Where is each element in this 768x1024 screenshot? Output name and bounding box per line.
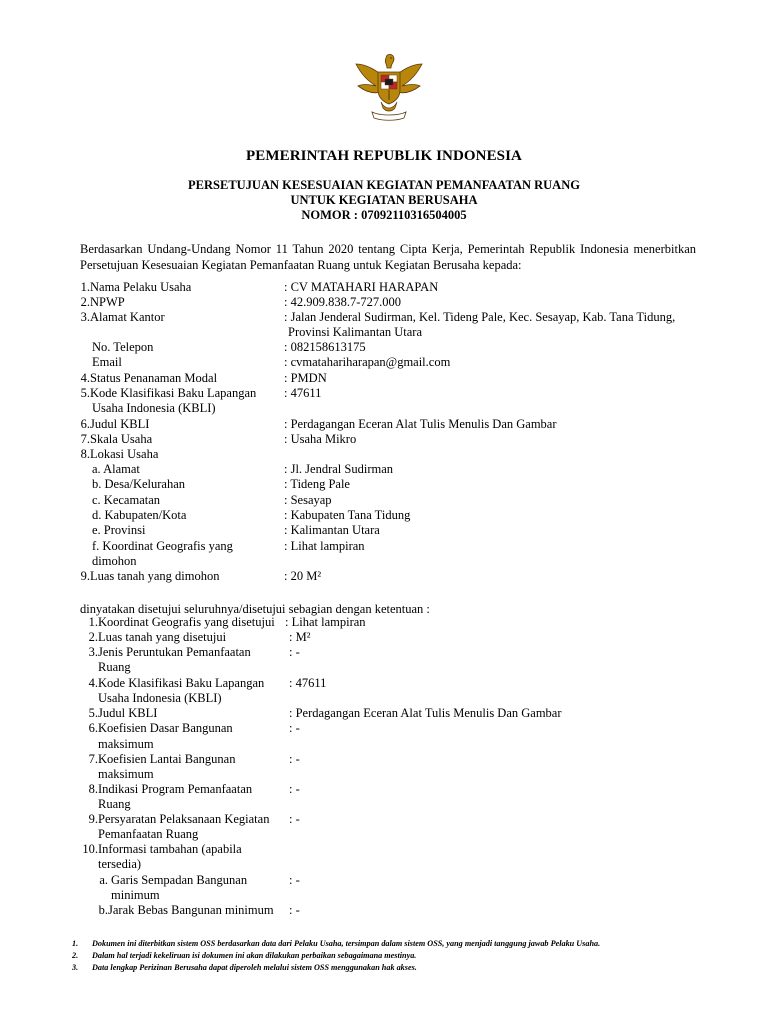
row-value: : 42.909.838.7-727.000 [284, 295, 402, 309]
row-number: 6. [88, 721, 98, 735]
row-label: Indikasi Program Pemanfaatan [98, 782, 253, 796]
row-value: : Lihat lampiran [284, 539, 365, 553]
row-label: Skala Usaha [90, 432, 153, 446]
row-number: b. [98, 903, 108, 917]
row-label: No. Telepon [92, 340, 154, 354]
document-title: PEMERINTAH REPUBLIK INDONESIA [246, 148, 522, 164]
row-label: Persyaratan Pelaksanaan Kegiatan [98, 812, 270, 826]
row-value: : Perdagangan Eceran Alat Tulis Menulis Dan Gambar [284, 417, 557, 431]
row-label: e. Provinsi [92, 523, 146, 537]
document-subtitle-line2: UNTUK KEGIATAN BERUSAHA [290, 193, 478, 207]
row-value: : - [289, 873, 300, 887]
row-value: : - [289, 782, 300, 796]
row-number: 2. [88, 630, 98, 644]
row-label-continuation: Usaha Indonesia (KBLI) [98, 691, 222, 705]
row-value: : - [289, 752, 300, 766]
row-label: Judul KBLI [98, 706, 158, 720]
document-number: NOMOR : 07092110316504005 [301, 208, 467, 222]
row-value: : 47611 [289, 676, 327, 690]
row-number: 1. [88, 615, 98, 629]
row-label-continuation: Ruang [98, 660, 131, 674]
row-value: : CV MATAHARI HARAPAN [284, 280, 439, 294]
row-value: : - [289, 812, 300, 826]
row-label: Nama Pelaku Usaha [90, 280, 192, 294]
row-label: b. Desa/Kelurahan [92, 477, 186, 491]
row-label: Alamat Kantor [90, 310, 165, 324]
row-number: a. [99, 873, 108, 887]
row-value: : 47611 [284, 386, 322, 400]
row-label-continuation: Usaha Indonesia (KBLI) [92, 401, 216, 415]
footnote-number: 2. [72, 951, 79, 960]
row-label-continuation: maksimum [98, 737, 154, 751]
document-subtitle-line1: PERSETUJUAN KESESUAIAN KEGIATAN PEMANFAATAN RUANG [188, 178, 580, 192]
row-label: Jarak Bebas Bangunan minimum [108, 903, 274, 917]
row-label: Jenis Peruntukan Pemanfaatan [98, 645, 251, 659]
row-label: Garis Sempadan Bangunan [111, 873, 248, 887]
row-value: : - [289, 645, 300, 659]
row-label: Kode Klasifikasi Baku Lapangan [90, 386, 257, 400]
intro-paragraph: Berdasarkan Undang-Undang Nomor 11 Tahun 2020 tentang Cipta Kerja, Pemerintah Republik Indonesia menerbitkan Persetujuan Kesesuaian Kegiatan Pemanfaatan Ruang untuk Kegiatan Berusaha kepada: [80, 242, 696, 272]
row-value: : cvmatahariharapan@gmail.com [284, 355, 451, 369]
row-label-continuation: Ruang [98, 797, 131, 811]
row-value: : Kalimantan Utara [284, 523, 380, 537]
row-number: 9. [88, 812, 98, 826]
row-label: Luas tanah yang dimohon [90, 569, 220, 583]
row-label: Status Penanaman Modal [90, 371, 218, 385]
row-label-continuation: Pemanfaatan Ruang [98, 827, 199, 841]
row-label: a. Alamat [92, 462, 140, 476]
row-number: 8. [80, 447, 90, 461]
footnote-text: Dokumen ini diterbitkan sistem OSS berdasarkan data dari Pelaku Usaha, tersimpan dalam sistem OSS, yang menjadi tanggung jawab Pelaku Usaha. [92, 939, 601, 948]
row-number: 10. [82, 842, 98, 856]
row-value: : Tideng Pale [284, 477, 350, 491]
row-label: d. Kabupaten/Kota [92, 508, 187, 522]
row-value: : Lihat lampiran [285, 615, 366, 629]
row-label: Koefisien Dasar Bangunan [98, 721, 233, 735]
row-label: Lokasi Usaha [90, 447, 159, 461]
row-value: : - [289, 903, 300, 917]
row-number: 7. [80, 432, 90, 446]
row-label: Kode Klasifikasi Baku Lapangan [98, 676, 265, 690]
row-number: 2. [80, 295, 90, 309]
row-value: : Perdagangan Eceran Alat Tulis Menulis Dan Gambar [289, 706, 562, 720]
row-value-continuation: Provinsi Kalimantan Utara [288, 325, 422, 339]
row-value: : Sesayap [284, 493, 332, 507]
row-number: 7. [88, 752, 98, 766]
row-label: Koordinat Geografis yang disetujui [98, 615, 275, 629]
row-value: : 20 M² [284, 569, 322, 583]
row-label: f. Koordinat Geografis yang [92, 539, 233, 553]
row-number: 3. [88, 645, 98, 659]
row-number: 9. [80, 569, 90, 583]
row-label: Email [92, 355, 122, 369]
row-number: 8. [88, 782, 98, 796]
row-label: c. Kecamatan [92, 493, 161, 507]
row-value: : Jl. Jendral Sudirman [284, 462, 394, 476]
row-value: : 082158613175 [284, 340, 366, 354]
row-value: : Kabupaten Tana Tidung [284, 508, 411, 522]
row-value: : - [289, 721, 300, 735]
row-value: : PMDN [284, 371, 327, 385]
row-number: 5. [80, 386, 90, 400]
row-number: 4. [88, 676, 98, 690]
footnote-number: 3. [72, 963, 79, 972]
row-label: Judul KBLI [90, 417, 150, 431]
footnote-text: Data lengkap Perizinan Berusaha dapat diperoleh melalui sistem OSS menggunakan hak akses. [92, 963, 417, 972]
garuda-emblem [350, 50, 428, 122]
row-value: : Jalan Jenderal Sudirman, Kel. Tideng Pale, Kec. Sesayap, Kab. Tana Tidung, [284, 310, 676, 324]
row-label: Koefisien Lantai Bangunan [98, 752, 236, 766]
row-value: : M² [289, 630, 311, 644]
row-number: 6. [80, 417, 90, 431]
approval-intro: dinyatakan disetujui seluruhnya/disetujui sebagian dengan ketentuan : [80, 602, 430, 616]
row-label-continuation: minimum [111, 888, 160, 902]
footnote-text: Dalam hal terjadi kekeliruan isi dokumen ini akan dilakukan perbaikan sebagaimana mestinya. [92, 951, 417, 960]
row-number: 5. [88, 706, 98, 720]
row-label-continuation: tersedia) [98, 857, 142, 871]
row-number: 3. [80, 310, 90, 324]
row-label: Luas tanah yang disetujui [98, 630, 227, 644]
row-number: 1. [80, 280, 90, 294]
row-label: Informasi tambahan (apabila [98, 842, 242, 856]
row-number: 4. [80, 371, 90, 385]
row-label-continuation: dimohon [92, 554, 137, 568]
row-label-continuation: maksimum [98, 767, 154, 781]
footnote-number: 1. [72, 939, 79, 948]
row-value: : Usaha Mikro [284, 432, 357, 446]
row-label: NPWP [90, 295, 125, 309]
